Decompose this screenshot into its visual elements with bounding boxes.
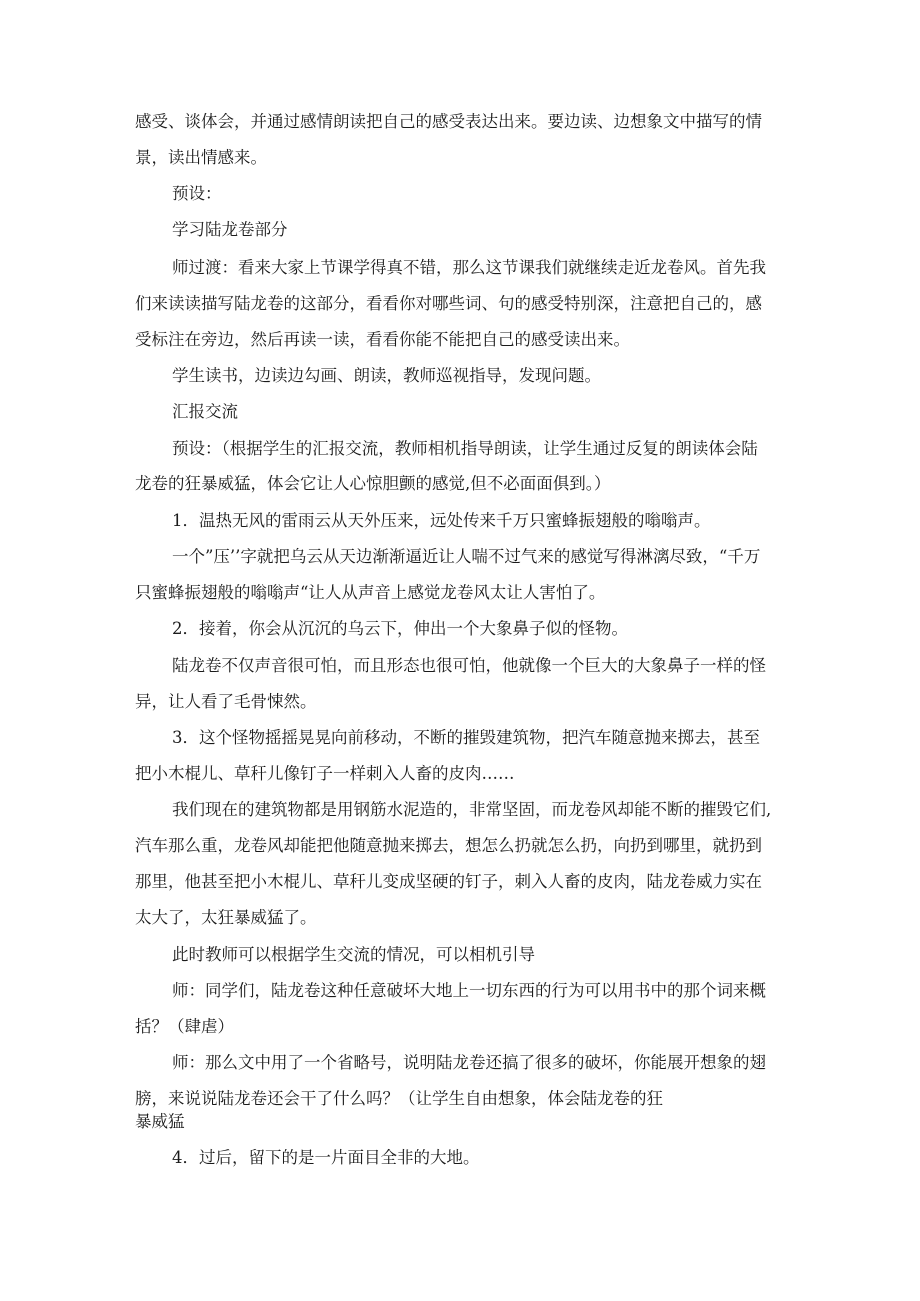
text-line: 师：同学们，陆龙卷这种任意破坏大地上一切东西的行为可以用书中的那个词来概 bbox=[172, 981, 766, 1000]
text-line: 一个”压’’字就把乌云从天边渐渐逼近让人喘不过气来的感觉写得淋漓尽致，“千万 bbox=[172, 547, 761, 566]
text-line: 预设：（根据学生的汇报交流，教师相机指导朗读，让学生通过反复的朗读体会陆 bbox=[172, 439, 758, 458]
text-line: 3．这个怪物摇摇晃晃向前移动，不断的摧毁建筑物，把汽车随意抛来掷去，甚至 bbox=[172, 728, 760, 747]
section-heading: 汇报交流 bbox=[172, 402, 238, 421]
text-line: 学生读书，边读边勾画、朗读，教师巡视指导，发现问题。 bbox=[172, 366, 601, 385]
text-line: 受标注在旁边，然后再读一读，看看你能不能把自己的感受读出来。 bbox=[135, 330, 630, 349]
text-line: 景，读出情感来。 bbox=[135, 148, 267, 167]
text-line: 师：那么文中用了一个省略号，说明陆龙卷还搞了很多的破坏，你能展开想象的翅 bbox=[172, 1053, 766, 1072]
text-line: 2．接着，你会从沉沉的乌云下，伸出一个大象鼻子似的怪物。 bbox=[172, 619, 628, 638]
text-line: 陆龙卷不仅声音很可怕，而且形态也很可怕，他就像一个巨大的大象鼻子一样的怪 bbox=[172, 656, 766, 675]
text-line: 此时教师可以根据学生交流的情况，可以相机引导 bbox=[172, 945, 535, 964]
text-line: 异，让人看了毛骨悚然。 bbox=[135, 692, 317, 711]
text-line: 师过渡：看来大家上节课学得真不错，那么这节课我们就继续走近龙卷风。首先我 bbox=[172, 258, 766, 277]
text-line: 汽车那么重，龙卷风却能把他随意抛来掷去，想怎么扔就怎么扔，向扔到哪里，就扔到 bbox=[135, 836, 762, 855]
text-line: 暴威猛 bbox=[135, 1112, 185, 1131]
text-line: 1．温热无风的雷雨云从天外压来，远处传来千万只蜜蜂振翅般的嗡嗡声。 bbox=[172, 511, 711, 530]
text-line: 龙卷的狂暴威猛，体会它让人心惊胆颤的感觉,但不必面面俱到。） bbox=[135, 474, 611, 493]
text-line: 只蜜蜂振翅般的嗡嗡声“让人从声音上感觉龙卷风太让人害怕了。 bbox=[135, 583, 606, 602]
text-line: 感受、谈体会，并通过感情朗读把自己的感受表达出来。要边读、边想象文中描写的情 bbox=[135, 112, 762, 131]
text-line: 们来读读描写陆龙卷的这部分，看看你对哪些词、句的感受特别深，注意把自己的，感 bbox=[135, 294, 762, 313]
text-line: 太大了，太狂暴威猛了。 bbox=[135, 908, 317, 927]
text-line: 把小木棍儿、草秆儿像钉子一样刺入人畜的皮肉…… bbox=[135, 764, 515, 783]
section-heading: 学习陆龙卷部分 bbox=[172, 220, 288, 239]
text-line: 那里，他甚至把小木棍儿、草秆儿变成坚硬的钉子，刺入人畜的皮肉，陆龙卷威力实在 bbox=[135, 872, 762, 891]
text-line: 膀，来说说陆龙卷还会干了什么吗？（让学生自由想象，体会陆龙卷的狂 bbox=[135, 1089, 663, 1108]
text-line: 括？（肆虐） bbox=[135, 1017, 234, 1036]
text-line: 预设： bbox=[172, 184, 222, 203]
text-line: 4．过后，留下的是一片面目全非的大地。 bbox=[172, 1148, 480, 1167]
text-line: 我们现在的建筑物都是用钢筋水泥造的，非常坚固，而龙卷风却能不断的摧毁它们, bbox=[172, 800, 772, 819]
